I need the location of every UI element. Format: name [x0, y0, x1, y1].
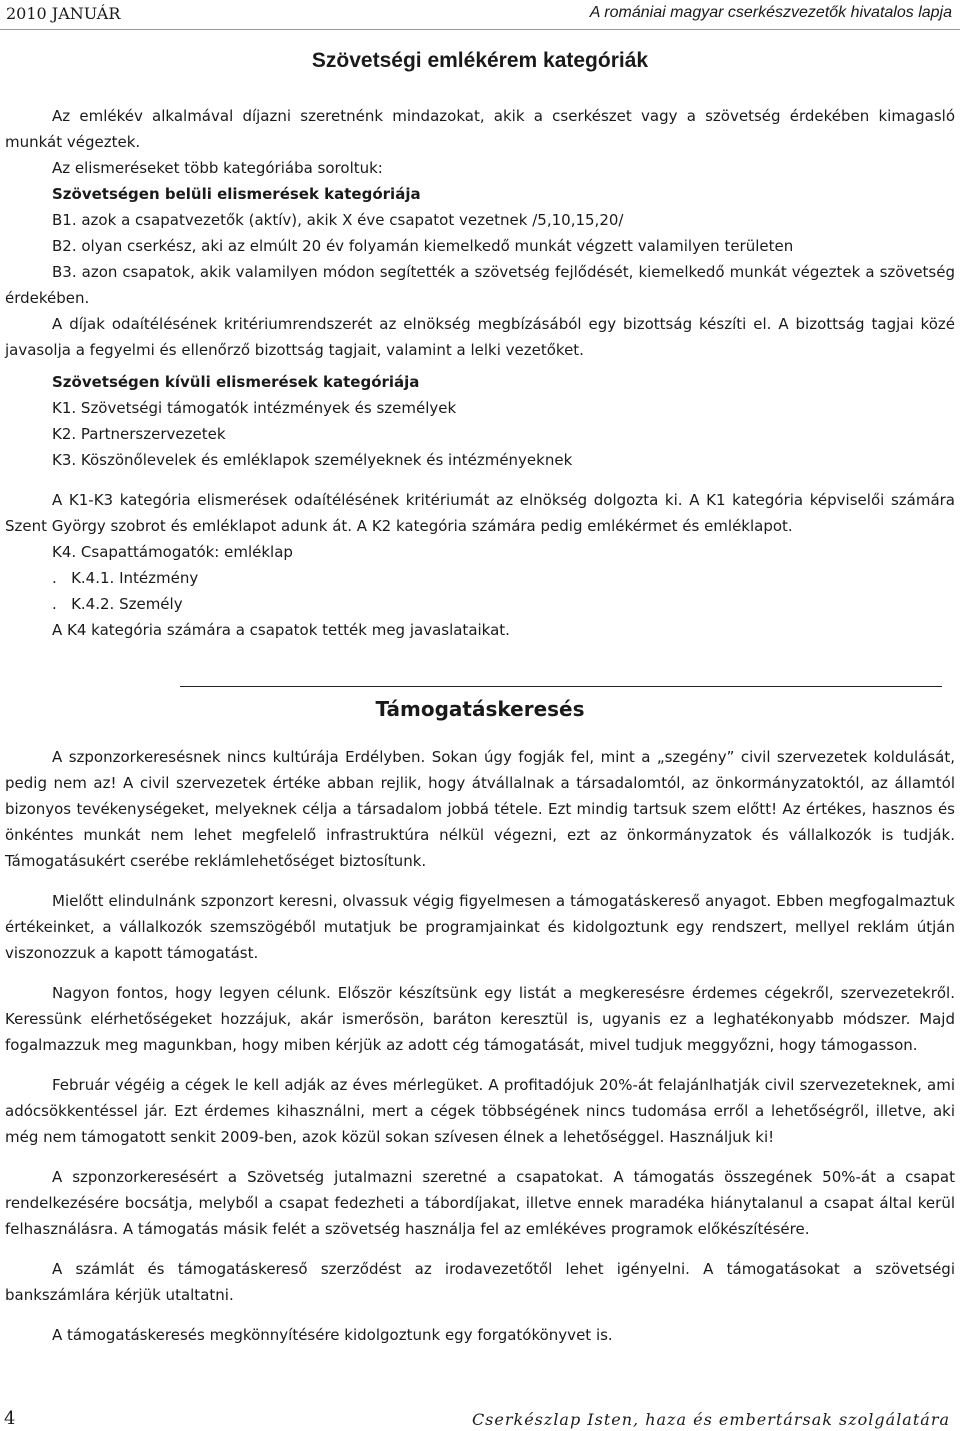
awards-intro: Az emlékév alkalmával díjazni szeretnénk mindazokat, akik a cserkészet vagy a szövetség érdekében kimagasló munkát végeztek.: [5, 107, 955, 151]
awards-intro-2: Az elismeréseket több kategóriába soroltuk:: [52, 159, 383, 177]
sponsorship-paragraph: Nagyon fontos, hogy legyen célunk. Először készítsünk egy listát a megkeresésre érdemes cégekről, szervezetekről. Keressünk elérhetőségeket hozzájuk, akár ismerősön, baráton keresztül is, ugyanis ez a leghatékonyabb módszer. Majd fogalmazzuk meg magunkban, hogy miben kérjük az adott cég támogatását, mivel tudjuk meggyőzni, hogy támogasson.: [5, 984, 955, 1054]
sponsorship-paragraph: Mielőtt elindulnánk szponzort keresni, olvassuk végig figyelmesen a támogatáskereső anyagot. Ebben megfogalmaztuk értékeinket, a vállalkozók szemszögéből mutatjuk be programjainkat és kidolgoztunk egy rendszert, mellyel reklám útján viszonozzuk a kapott támogatást.: [5, 892, 955, 962]
category-k1: K1. Szövetségi támogatók intézmények és személyek: [52, 399, 457, 417]
category-b2: B2. olyan cserkész, aki az elmúlt 20 év folyamán kiemelkedő munkát végzett valamilyen területen: [52, 237, 794, 255]
category-b3: B3. azon csapatok, akik valamilyen módon segítették a szövetség fejlődését, kiemelkedő munkát végeztek a szövetség érdekében.: [5, 263, 955, 307]
category-k3: K3. Köszönőlevelek és emléklapok személyeknek és intézményeknek: [52, 451, 573, 469]
awards-section: [5, 103, 955, 643]
external-heading: Szövetségen kívüli elismerések kategóriája: [52, 373, 420, 391]
header-publication: A romániai magyar cserkészvezetők hivatalos lapja: [589, 4, 952, 21]
section-title-awards: Szövetségi emlékérem kategóriák: [311, 49, 649, 72]
section-title-sponsorship: Támogatáskeresés: [375, 697, 585, 721]
k4-note: A K4 kategória számára a csapatok tették meg javaslataikat.: [52, 621, 510, 639]
section-divider: [180, 686, 942, 687]
criteria-paragraph: A díjak odaítélésének kritériumrendszerét az elnökség megbízásából egy bizottság készíti el. A bizottság tagjai közé javasolja a fegyelmi és ellenőrző bizottság tagjait, valamint a lelki vezetőket.: [5, 315, 955, 359]
category-k2: K2. Partnerszervezetek: [52, 425, 226, 443]
page-header: [0, 0, 960, 30]
k-criteria-paragraph: A K1-K3 kategória elismerések odaítélésének kritériumát az elnökség dolgozta ki. A K1 kategória képviselői számára Szent György szobrot és emléklapot adunk át. A K2 kategória számára pedig emlékérmet és emléklapot.: [5, 491, 955, 535]
internal-heading: Szövetségen belüli elismerések kategóriája: [52, 185, 421, 203]
sponsorship-paragraph: Február végéig a cégek le kell adják az éves mérlegüket. A profitadójuk 20%-át felajánlhatják civil szervezeteknek, ami adócsökkentéssel jár. Ezt érdemes kihasználni, mert a cégek többségének nincs tudomása erről a lehetőségről, illetve, aki még nem támogatott senkit 2009-ben, azok közül sokan szívesen élnek a lehetőséggel. Használjuk ki!: [5, 1076, 955, 1146]
category-k41: . K.4.1. Intézmény: [52, 569, 199, 587]
category-k4: K4. Csapattámogatók: emléklap: [52, 543, 293, 561]
category-b1: B1. azok a csapatvezetők (aktív), akik X éve csapatot vezetnek /5,10,15,20/: [52, 211, 624, 229]
sponsorship-paragraph: A szponzorkeresésnek nincs kultúrája Erdélyben. Sokan úgy fogják fel, mint a „szegény” civil szervezetek koldulását, pedig nem az! A civil szervezetek értéke abban rejlik, hogy átvállalnak a társadalomtól, az önkormányzatoktól, az államtól bizonyos tevékenységeket, melyeknek célja a társadalom jobbá tétele. Ezt mindig tartsuk szem előtt! Az értékes, hasznos és önkéntes munkát nem lehet megfelelő infrastruktúra nélkül végezni, ezt az önkormányzatok és vállalkozók is tudják. Támogatásukért cserébe reklámlehetőséget biztosítunk.: [5, 748, 955, 870]
sponsorship-paragraph: A szponzorkeresésért a Szövetség jutalmazni szeretné a csapatokat. A támogatás összegének 50%-át a csapat rendelkezésére bocsátja, melyből a csapat fedezheti a tábordíjakat, illetve ennek maradéka hiánytalanul a csapat által kerül felhasználásra. A támogatás másik felét a szövetség használja fel az emlékéves programok előkészítésére.: [5, 1168, 955, 1238]
page-number: 4: [4, 1408, 16, 1429]
category-k42: . K.4.2. Személy: [52, 595, 183, 613]
sponsorship-paragraph: A támogatáskeresés megkönnyítésére kidolgoztunk egy forgatókönyvet is.: [52, 1326, 613, 1344]
footer-motto: Cserkészlap Isten, haza és embertársak szolgálatára: [471, 1410, 950, 1429]
header-date: 2010 JANUÁR: [6, 4, 121, 23]
sponsorship-paragraph: A számlát és támogatáskereső szerződést az irodavezetőtől lehet igényelni. A támogatásokat a szövetségi bankszámlára kérjük utaltatni.: [5, 1260, 955, 1304]
sponsorship-section: [5, 720, 955, 1348]
